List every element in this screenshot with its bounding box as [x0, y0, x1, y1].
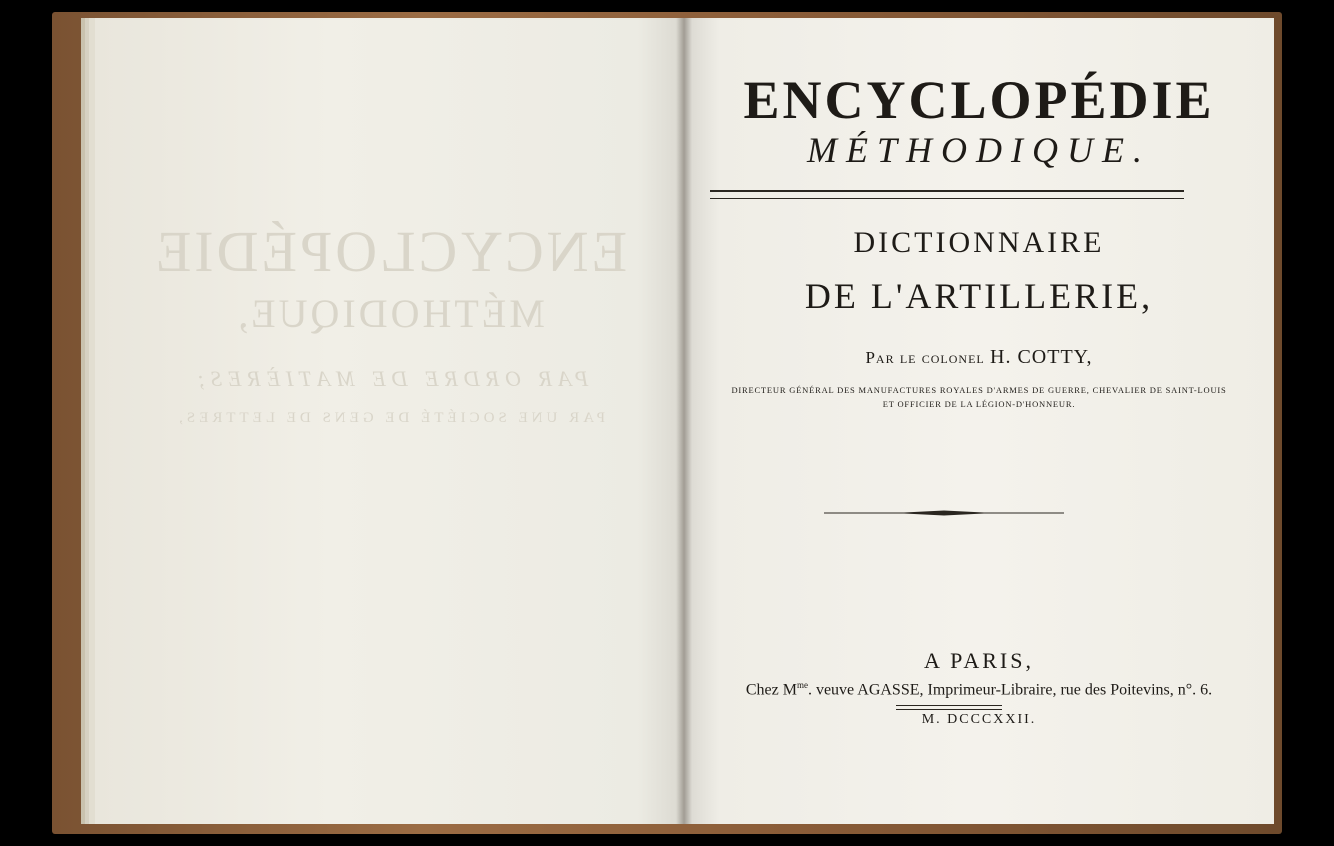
publisher-pre: Chez M	[745, 681, 797, 699]
left-page-show-through: ENCYCLOPÉDIE MÉTHODIQUE, PAR ORDRE DE MATIÈRES; PAR UNE SOCIÉTÉ DE GENS DE LETTRES,	[152, 219, 628, 426]
publisher-post: . veuve AGASSE, Imprimeur-Libraire, rue des Poitevins, n°. 6.	[807, 681, 1213, 699]
double-rule	[710, 190, 1184, 199]
author-prefix: Par le colonel	[865, 348, 985, 367]
imprint-date: M. DCCCXXII.	[921, 712, 1037, 727]
title-page	[684, 18, 1274, 824]
imprint-city: A PARIS,	[923, 648, 1034, 673]
imprint-publisher	[684, 675, 1274, 700]
dictionary-subject: DE L'ARTILLERIE,	[804, 276, 1154, 316]
main-subtitle: MÉTHODIQUE.	[807, 130, 1151, 170]
author-line	[684, 346, 1274, 369]
main-title: ENCYCLOPÉDIE	[743, 70, 1215, 130]
dictionary-title: DICTIONNAIRE	[853, 226, 1105, 259]
author-titles-line2: ET OFFICIER DE LA LÉGION-D'HONNEUR.	[882, 399, 1076, 409]
left-page	[95, 18, 685, 824]
publisher-sup: me	[796, 680, 808, 690]
ornament-rule	[824, 510, 1064, 516]
date-rule	[896, 705, 1002, 710]
author-titles-line1: DIRECTEUR GÉNÉRAL DES MANUFACTURES ROYALES D'ARMES DE GUERRE, CHEVALIER DE SAINT-LOUIS	[731, 385, 1227, 395]
author-name: H. COTTY,	[990, 346, 1093, 368]
